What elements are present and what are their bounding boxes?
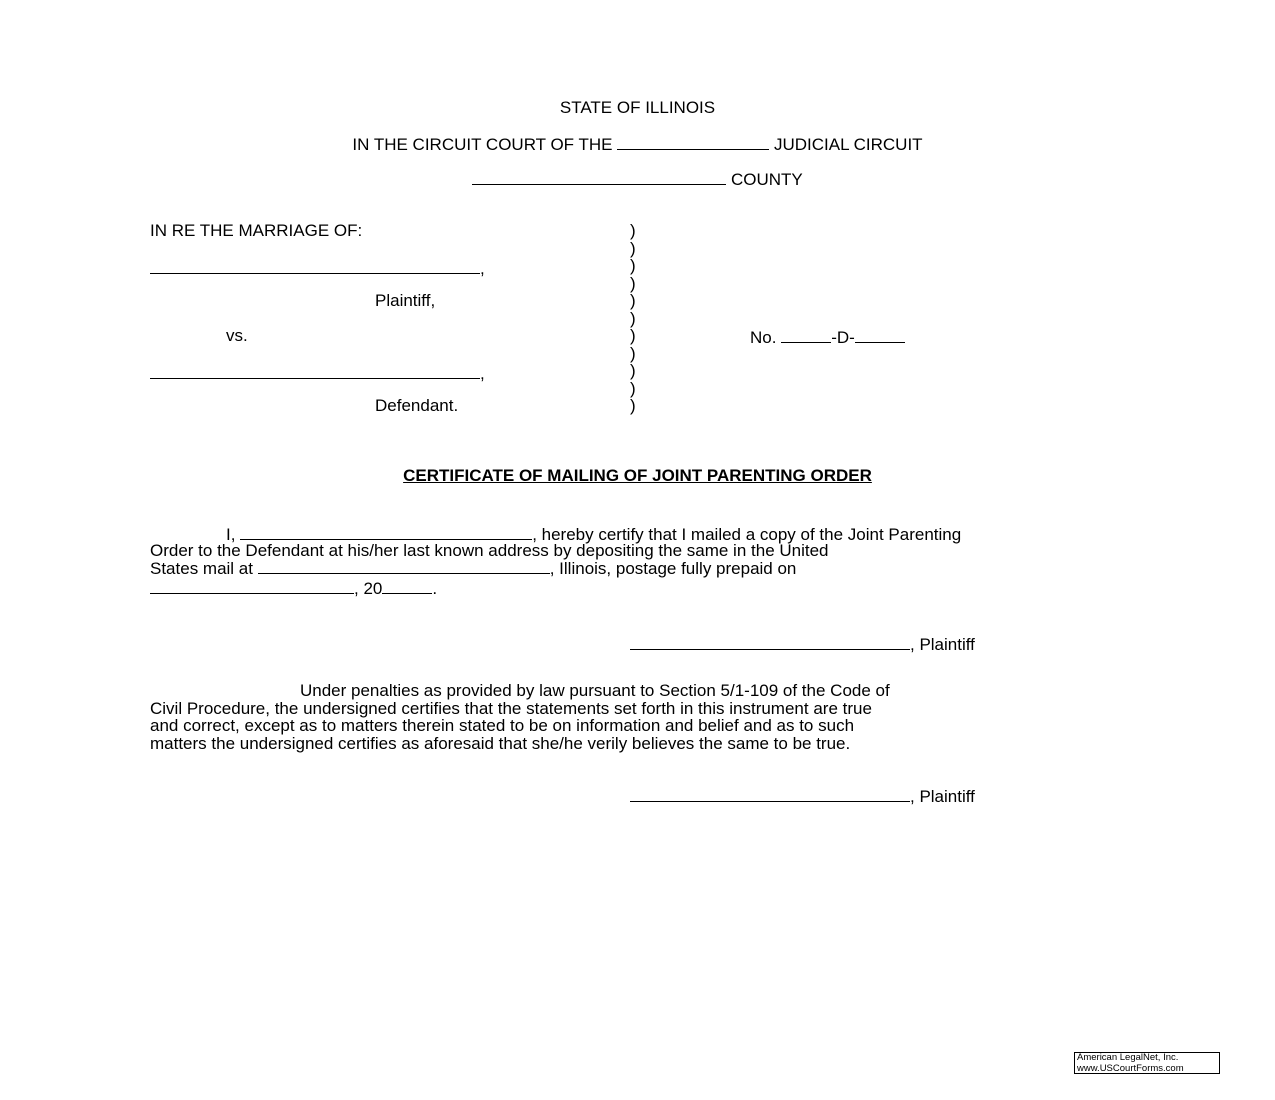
county-blank[interactable] — [472, 168, 726, 185]
plaintiff-name-line — [150, 257, 485, 279]
signature-label-1: , Plaintiff — [910, 635, 975, 654]
caption-paren: ) — [630, 308, 636, 328]
county-label: COUNTY — [730, 170, 803, 189]
certificate-year-prefix: , 20 — [354, 579, 383, 598]
signature-line-2 — [630, 785, 975, 807]
verification-line-4: matters the undersigned certifies as aforesaid that she/he verily believes the same to be true. — [150, 733, 851, 753]
vs-label: vs. — [226, 326, 248, 345]
judicial-circuit-blank[interactable] — [617, 133, 769, 150]
certificate-line-3-start: States mail at — [150, 559, 253, 578]
caption-paren: ) — [630, 273, 636, 293]
signature-blank-2[interactable] — [630, 785, 910, 802]
caption-paren: ) — [630, 238, 636, 258]
caption-paren: ) — [630, 378, 636, 398]
certificate-i: I, — [226, 525, 236, 544]
signature-label-2: , Plaintiff — [910, 787, 975, 806]
case-number-mid: -D- — [831, 328, 855, 347]
caption-paren: ) — [630, 326, 636, 345]
caption-paren: ) — [630, 396, 636, 415]
certificate-line-3-rest: , Illinois, postage fully prepaid on — [549, 559, 797, 578]
certificate-line-1-rest: , hereby certify that I mailed a copy of the Joint Parenting — [532, 525, 962, 544]
caption-paren: ) — [630, 291, 636, 310]
signature-line-1 — [630, 633, 975, 655]
certificate-line-2: Order to the Defendant at his/her last known address by depositing the same in the United — [150, 540, 829, 560]
signature-blank-1[interactable] — [630, 633, 910, 650]
caption-paren: ) — [630, 343, 636, 363]
mailing-date-blank[interactable] — [150, 577, 354, 594]
case-number-prefix: No. — [750, 328, 777, 347]
caption-paren: ) — [630, 256, 636, 275]
verification-line-3: and correct, except as to matters therein stated to be on information and belief and as to such — [150, 716, 855, 735]
mailing-year-blank[interactable] — [382, 577, 432, 594]
publisher-badge — [1074, 1052, 1220, 1074]
county-heading — [0, 168, 1275, 190]
defendant-name-comma: , — [480, 364, 485, 383]
defendant-name-blank[interactable] — [150, 362, 480, 379]
court-prefix: IN THE CIRCUIT COURT OF THE — [352, 135, 613, 154]
certifier-name-blank[interactable] — [240, 523, 532, 540]
plaintiff-name-comma: , — [480, 259, 485, 278]
defendant-name-line — [150, 362, 485, 384]
plaintiff-name-blank[interactable] — [150, 257, 480, 274]
document-title: CERTIFICATE OF MAILING OF JOINT PARENTING ORDER — [403, 466, 872, 485]
certificate-line-4 — [150, 577, 437, 599]
defendant-label: Defendant. — [375, 396, 459, 415]
in-re-label: IN RE THE MARRIAGE OF: — [150, 221, 363, 240]
court-suffix: JUDICIAL CIRCUIT — [773, 135, 923, 154]
state-heading: STATE OF ILLINOIS — [559, 98, 716, 117]
plaintiff-label: Plaintiff, — [375, 291, 436, 310]
certificate-period: . — [432, 579, 438, 598]
publisher-url: www.USCourtForms.com — [1077, 1062, 1184, 1074]
caption-paren: ) — [630, 361, 636, 380]
verification-line-2: Civil Procedure, the undersigned certifies that the statements set forth in this instrument are true — [150, 698, 872, 718]
case-sequence-blank[interactable] — [855, 326, 905, 343]
verification-line-1: Under penalties as provided by law pursuant to Section 5/1-109 of the Code of — [300, 681, 890, 700]
case-year-blank[interactable] — [781, 326, 831, 343]
caption-paren: ) — [630, 221, 636, 240]
certificate-line-3 — [150, 557, 796, 579]
court-heading — [0, 133, 1275, 155]
publisher-name: American LegalNet, Inc. — [1077, 1052, 1179, 1063]
mailing-city-blank[interactable] — [258, 557, 550, 574]
case-number — [750, 326, 905, 348]
